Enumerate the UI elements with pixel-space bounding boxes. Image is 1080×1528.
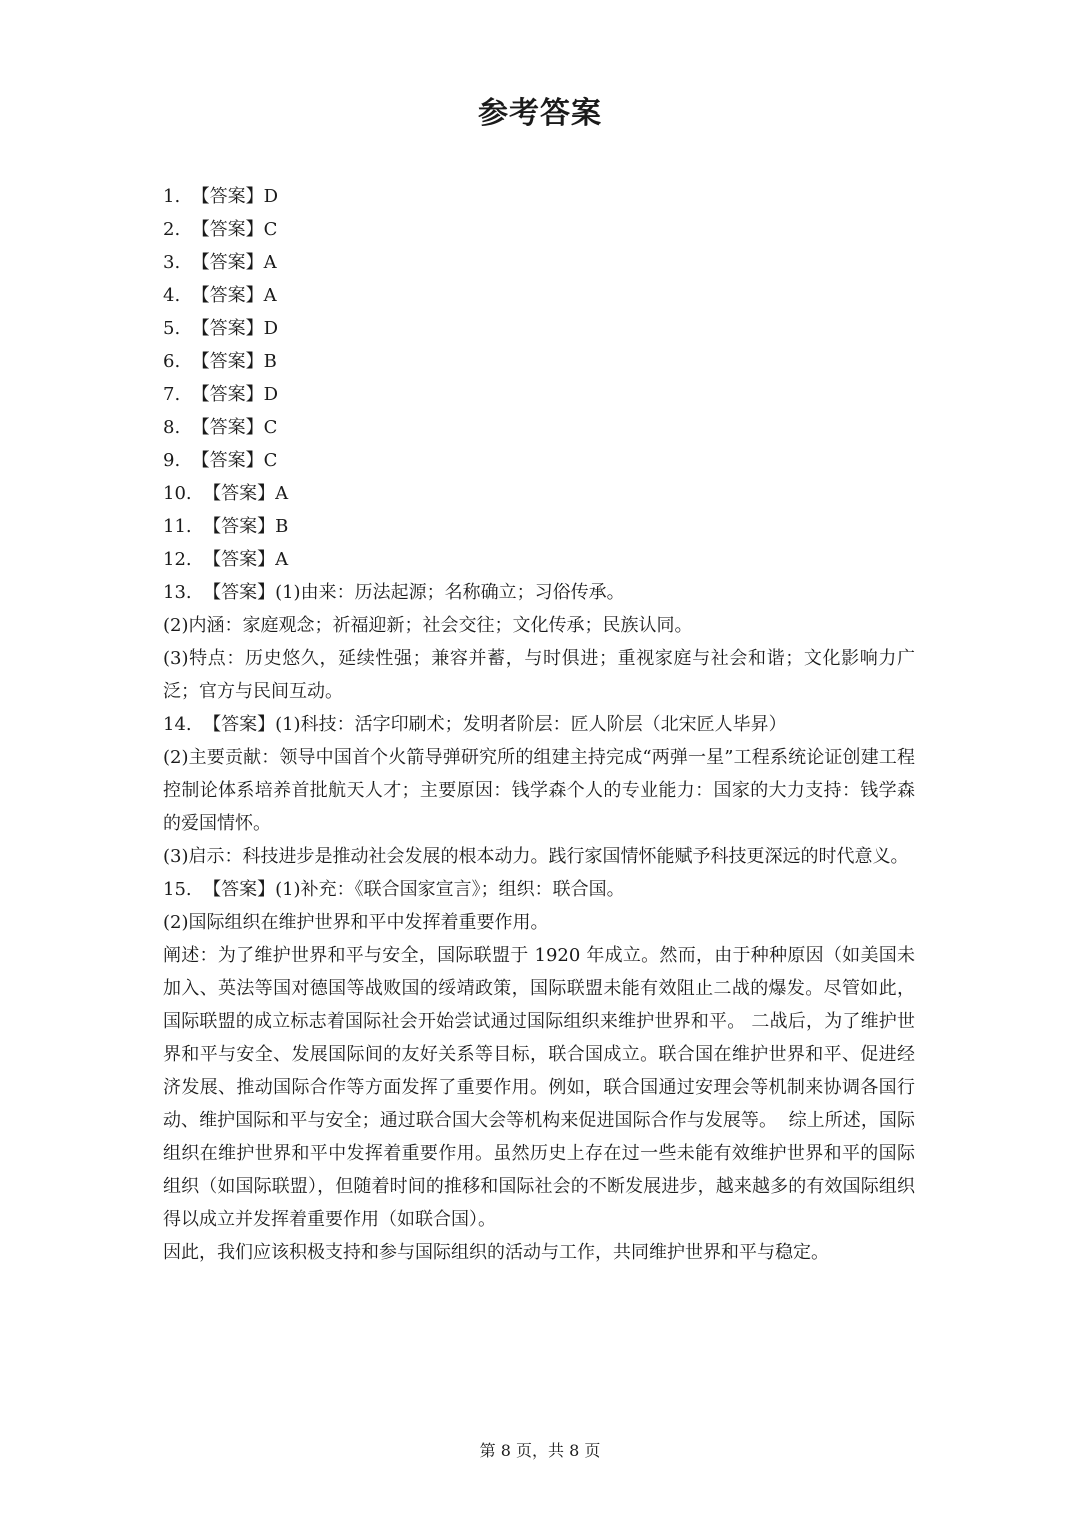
answer-3: 3. 【答案】A <box>163 252 277 273</box>
answer-13-part-2: (2)内涵：家庭观念；祈福迎新；社会交往；文化传承；民族认同。 <box>163 615 693 636</box>
answer-15-part-1: 15. 【答案】(1)补充：《联合国家宣言》；组织：联合国。 <box>163 879 625 900</box>
page-number: 第 8 页，共 8 页 <box>479 1441 601 1460</box>
answer-10: 10. 【答案】A <box>163 483 289 504</box>
answer-14-part-3: (3)启示：科技进步是推动社会发展的根本动力。践行家国情怀能赋予科技更深远的时代意义。 <box>163 846 909 867</box>
answer-15-part-2: (2)国际组织在维护世界和平中发挥着重要作用。 <box>163 912 549 933</box>
answer-4: 4. 【答案】A <box>163 285 277 306</box>
answer-11: 11. 【答案】B <box>163 516 289 537</box>
answer-1: 1. 【答案】D <box>163 186 279 207</box>
answer-12: 12. 【答案】A <box>163 549 289 570</box>
answer-5: 5. 【答案】D <box>163 318 279 339</box>
answer-9: 9. 【答案】C <box>163 450 278 471</box>
answer-6: 6. 【答案】B <box>163 351 277 372</box>
answer-2: 2. 【答案】C <box>163 219 278 240</box>
answer-13-part-1: 13. 【答案】(1)由来：历法起源；名称确立；习俗传承。 <box>163 582 625 603</box>
page-title: 参考答案 <box>478 96 602 131</box>
answer-15-part-4: 因此，我们应该积极支持和参与国际组织的活动与工作，共同维护世界和平与稳定。 <box>163 1242 829 1263</box>
answer-8: 8. 【答案】C <box>163 417 278 438</box>
answer-7: 7. 【答案】D <box>163 384 279 405</box>
answer-13-part-3: (3)特点：历史悠久，延续性强；兼容并蓄，与时俱进；重视家庭与社会和谐；文化影响力广泛；官方与民间互动。 <box>163 648 915 702</box>
answer-14-part-1: 14. 【答案】(1)科技：活字印刷术；发明者阶层：匠人阶层（北宋匠人毕昇） <box>163 714 787 735</box>
answer-15-part-3: 阐述：为了维护世界和平与安全，国际联盟于 1920 年成立。然而，由于种种原因（如美国未加入、英法等国对德国等战败国的绥靖政策，国际联盟未能有效阻止二战的爆发。尽管如此，国际联盟的成立标志着国际社会开始尝试通过国际组织来维护世界和平。 二战后，为了维护世界和平与安全、发展国际间的友好关系等目标，联合国成立。联合国在维护世界和平、促进经济发展、推动国际合作等方面发挥了重要作用。例如，联合国通过安理会等机制来协调各国行动、维护国际和平与安全；通过联合国大会等机构来促进国际合作与发展等。 综上所述，国际组织在维护世界和平中发挥着重要作用。虽然历史上存在过一些未能有效维护世界和平的国际组织（如国际联盟），但随着时间的推移和国际社会的不断发展进步，越来越多的有效国际组织得以成立并发挥着重要作用（如联合国）。 <box>163 945 915 1230</box>
answer-14-part-2: (2)主要贡献：领导中国首个火箭导弹研究所的组建主持完成“两弹一星”工程系统论证创建工程控制论体系培养首批航天人才；主要原因：钱学森个人的专业能力：国家的大力支持：钱学森的爱国情怀。 <box>163 747 915 834</box>
answer-list <box>163 180 915 1269</box>
